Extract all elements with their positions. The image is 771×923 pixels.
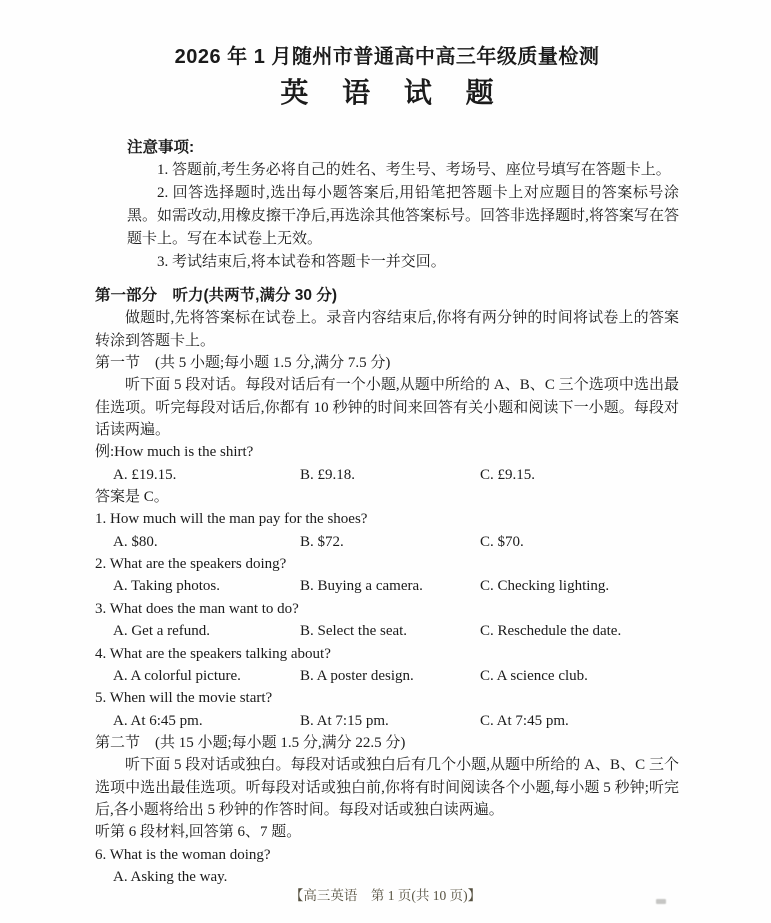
notice-heading: 注意事项: (127, 139, 195, 156)
option-b: B. Buying a camera. (300, 578, 423, 595)
question-4-text: 4. What are the speakers talking about? (95, 645, 331, 662)
option-b: B. A poster design. (300, 667, 414, 684)
example-answer: 答案是 C。 (95, 489, 169, 506)
option-b: B. $72. (300, 533, 344, 550)
section2-heading: 第二节 (共 15 小题;每小题 1.5 分,满分 22.5 分) (95, 734, 406, 751)
section1-heading: 第一节 (共 5 小题;每小题 1.5 分,满分 7.5 分) (95, 355, 391, 372)
option-a: A. $80. (113, 533, 158, 550)
section1-intro: 听下面 5 段对话。每段对话后有一个小题,从题中所给的 A、B、C 三个选项中选出最佳选项。听完每段对话后,你都有 10 秒钟的时间来回答有关小题和阅读下一小题。每段对话读两遍。 (95, 377, 679, 439)
question-2-text: 2. What are the speakers doing? (95, 556, 287, 573)
paper-title: 英 语 试 题 (280, 77, 507, 108)
question-6-options (95, 866, 679, 888)
scan-artifact (656, 899, 666, 904)
option-a: A. Get a refund. (113, 623, 211, 640)
option-c: C. At 7:45 pm. (480, 712, 569, 729)
option-b: B. Select the seat. (300, 623, 408, 640)
option-a: A. Taking photos. (113, 578, 221, 595)
question-4-options (95, 665, 679, 687)
question-1-text: 1. How much will the man pay for the shoes? (95, 511, 368, 528)
part1-heading: 第一部分 听力(共两节,满分 30 分) (95, 287, 337, 304)
option-b: B. At 7:15 pm. (300, 712, 389, 729)
option-a: A. A colorful picture. (113, 667, 241, 684)
example-options (95, 464, 679, 486)
example-question: 例:How much is the shirt? (95, 444, 254, 461)
notice-item-2: 2. 回答选择题时,选出每小题答案后,用铅笔把答题卡上对应题目的答案标号涂黑。如需改动,用橡皮擦干净后,再选涂其他答案标号。回答非选择题时,将答案写在答题卡上。写在本试卷上无效。 (127, 185, 679, 247)
question-5-text: 5. When will the movie start? (95, 690, 273, 707)
question-5-options (95, 710, 679, 732)
section2-intro: 听下面 5 段对话或独白。每段对话或独白后有几个小题,从题中所给的 A、B、C 三个选项中选出最佳选项。听每段对话或独白前,你将有时间阅读各个小题,每小题 5 秒钟;听完后,各小题将给出 5 秒钟的作答时间。每段对话或独白读两遍。 (95, 757, 679, 818)
notice-item-1: 1. 答题前,考生务必将自己的姓名、考生号、考场号、座位号填写在答题卡上。 (157, 162, 671, 178)
page-footer: 【高三英语 第 1 页(共 10 页)】 (289, 888, 482, 903)
option-c: C. $70. (480, 533, 524, 550)
question-6-text: 6. What is the woman doing? (95, 846, 271, 863)
exam-session-title: 2026 年 1 月随州市普通高中高三年级质量检测 (174, 46, 600, 68)
page-content (95, 44, 679, 888)
option-c: C. Reschedule the date. (480, 623, 622, 640)
notice-section (127, 136, 679, 274)
question-3-options (95, 620, 679, 642)
part1-intro: 做题时,先将答案标在试卷上。录音内容结束后,你将有两分钟的时间将试卷上的答案转涂到答题卡上。 (95, 310, 679, 349)
material-6-note: 听第 6 段材料,回答第 6、7 题。 (95, 824, 302, 841)
option-a: A. At 6:45 pm. (113, 712, 203, 729)
part1-listening-section (95, 285, 679, 888)
example-option-b: B. £9.18. (300, 466, 356, 483)
option-a: A. Asking the way. (113, 868, 228, 885)
question-1-options (95, 531, 679, 553)
example-option-a: A. £19.15. (113, 466, 177, 483)
question-3-text: 3. What does the man want to do? (95, 600, 299, 617)
option-c: C. A science club. (480, 667, 588, 684)
example-option-c: C. £9.15. (480, 466, 536, 483)
question-2-options (95, 575, 679, 597)
option-c: C. Checking lighting. (480, 578, 610, 595)
notice-item-3: 3. 考试结束后,将本试卷和答题卡一并交回。 (157, 254, 446, 270)
